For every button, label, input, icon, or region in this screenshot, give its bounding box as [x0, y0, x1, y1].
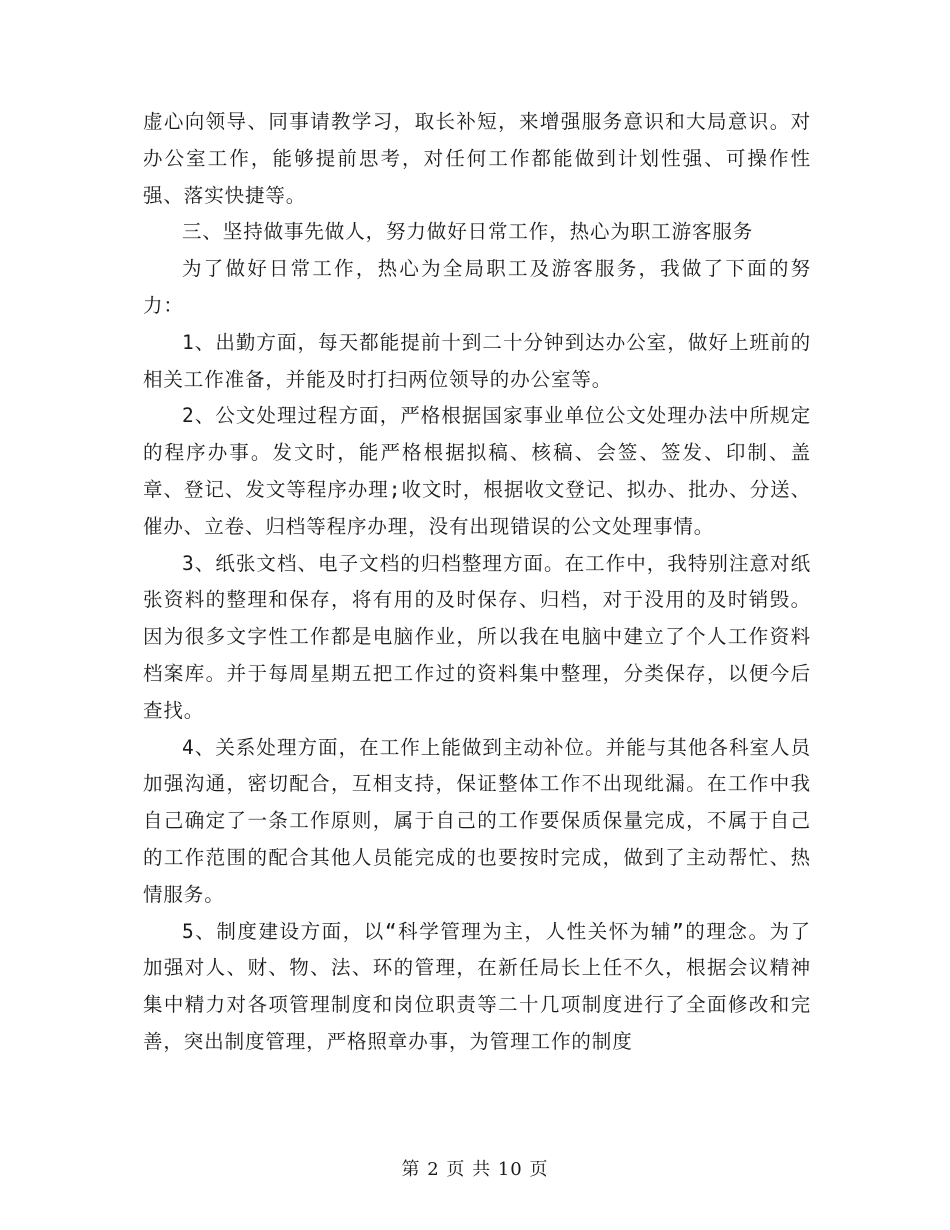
document-body [143, 104, 811, 1061]
page-footer: 第 2 页 共 10 页 [401, 1159, 549, 1180]
paragraph-item-1: 1、出勤方面，每天都能提前十到二十分钟到达办公室，做好上班前的相关工作准备，并能及时打扫两位领导的办公室等。 [143, 330, 811, 391]
paragraph-intro: 为了做好日常工作，热心为全局职工及游客服务，我做了下面的努力： [143, 257, 811, 317]
paragraph-item-5: 5、制度建设方面，以“科学管理为主，人性关怀为辅”的理念。为了加强对人、财、物、法、环的管理，在新任局长上任不久，根据会议精神集中精力对各项管理制度和岗位职责等二十几项制度进行了全面修改和完善，突出制度管理，严格照章办事，为管理工作的制度 [143, 919, 811, 1053]
paragraph-item-3: 3、纸张文档、电子文档的归档整理方面。在工作中，我特别注意对纸张资料的整理和保存，将有用的及时保存、归档，对于没用的及时销毁。因为很多文字性工作都是电脑作业，所以我在电脑中建立了个人工作资料档案库。并于每周星期五把工作过的资料集中整理，分类保存，以便今后查找。 [143, 551, 811, 722]
paragraph-item-2: 2、公文处理过程方面，严格根据国家事业单位公文处理办法中所规定的程序办事。发文时，能严格根据拟稿、核稿、会签、签发、印制、盖章、登记、发文等程序办理;收文时，根据收文登记、拟办、批办、分送、催办、立卷、归档等程序办理，没有出现错误的公文处理事情。 [143, 404, 811, 538]
paragraph-continuation: 虚心向领导、同事请教学习，取长补短，来增强服务意识和大局意识。对办公室工作，能够提前思考，对任何工作都能做到计划性强、可操作性强、落实快捷等。 [143, 110, 811, 207]
section-heading: 三、坚持做事先做人，努力做好日常工作，热心为职工游客服务 [182, 220, 754, 244]
paragraph-item-4: 4、关系处理方面，在工作上能做到主动补位。并能与其他各科室人员加强沟通，密切配合，互相支持，保证整体工作不出现纰漏。在工作中我自己确定了一条工作原则，属于自己的工作要保质保量完成，不属于自己的工作范围的配合其他人员能完成的也要按时完成，做到了主动帮忙、热情服务。 [143, 735, 811, 906]
